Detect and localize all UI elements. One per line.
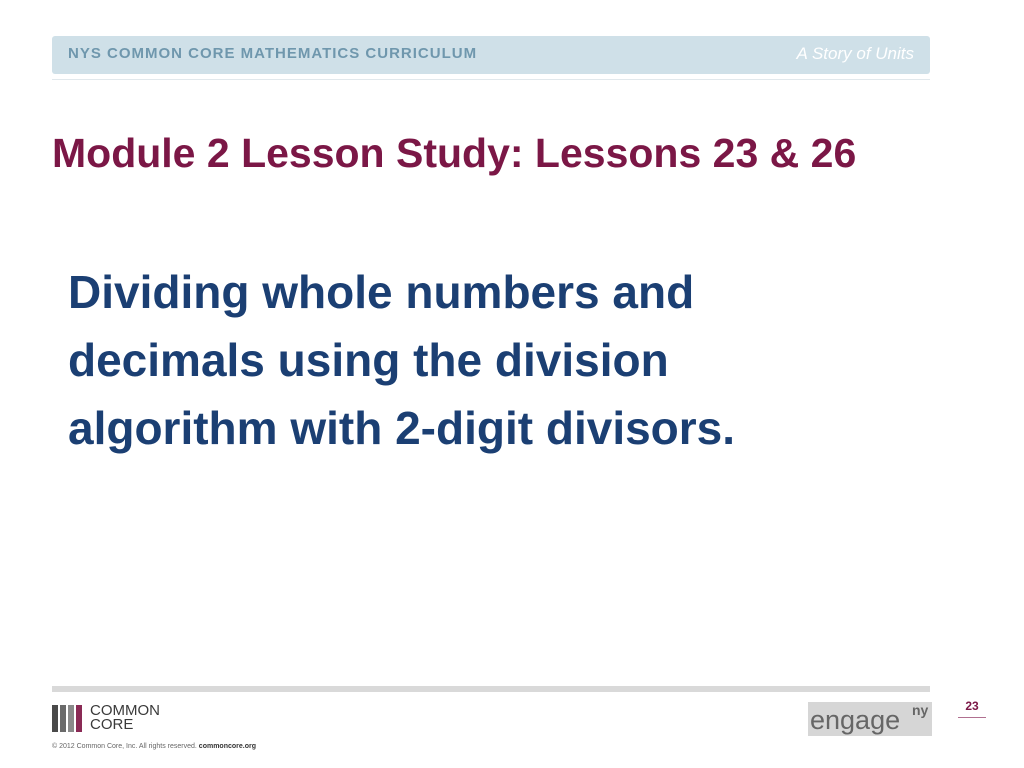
engage-superscript: ny [912, 702, 929, 718]
logo-line-2: CORE [90, 716, 134, 733]
footer-divider [52, 686, 930, 692]
engage-word: engage [810, 705, 901, 735]
header-divider [52, 79, 930, 80]
engage-ny-logo [808, 702, 932, 736]
page-number-underline [958, 717, 986, 718]
body-line: algorithm with 2-digit divisors. [68, 402, 736, 454]
body-line: decimals using the division [68, 334, 669, 386]
curriculum-label: NYS COMMON CORE MATHEMATICS CURRICULUM [68, 45, 478, 62]
header-bar [52, 36, 930, 74]
slide-title: Module 2 Lesson Study: Lessons 23 & 26 [52, 130, 857, 176]
slide-body [68, 258, 868, 462]
copyright-notice [52, 743, 256, 750]
body-line: Dividing whole numbers and [68, 266, 695, 318]
copyright-link[interactable]: commoncore.org [198, 743, 256, 750]
series-label: A Story of Units [796, 44, 914, 63]
logo-line-1: COMMON [90, 702, 160, 719]
copyright-text: © 2012 Common Core, Inc. All rights reserved. [52, 743, 197, 750]
page-number: 23 [965, 699, 979, 713]
